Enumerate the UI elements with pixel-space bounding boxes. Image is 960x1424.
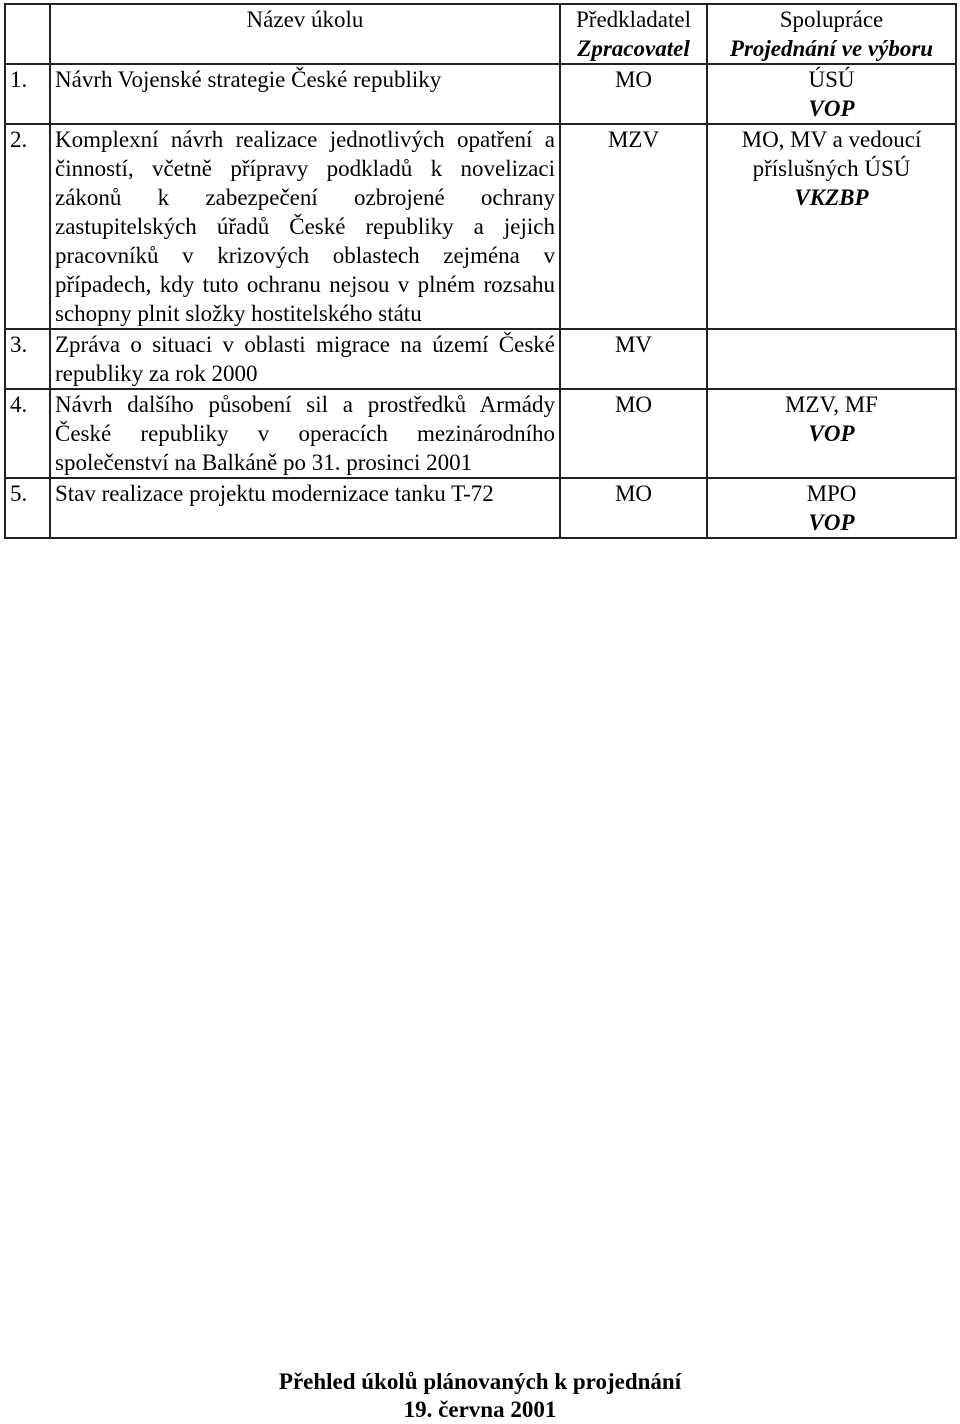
row-cooperation-text: MPO [806, 481, 857, 506]
row-number: 3. [5, 329, 50, 389]
row-cooperation [707, 329, 956, 389]
row-committee: VOP [808, 510, 855, 535]
row-cooperation [707, 124, 956, 329]
row-number: 1. [5, 64, 50, 124]
header-cooperation [707, 4, 956, 64]
table-row [5, 124, 956, 329]
row-cooperation-text: MO, MV a vedoucí příslušných ÚSÚ [741, 127, 922, 181]
row-number: 2. [5, 124, 50, 329]
table-row [5, 389, 956, 478]
row-cooperation-text: ÚSÚ [808, 67, 855, 92]
row-submitter: MO [560, 478, 707, 538]
header-processor-label: Zpracovatel [577, 36, 690, 61]
header-committee-label: Projednání ve výboru [729, 36, 934, 61]
row-submitter: MO [560, 389, 707, 478]
footer-date: 19. června 2001 [403, 1397, 557, 1422]
row-title: Stav realizace projektu modernizace tanku T-72 [50, 478, 560, 538]
header-cooperation-label: Spolupráce [779, 7, 884, 32]
row-cooperation-text: MZV, MF [785, 392, 878, 417]
header-title: Název úkolu [50, 4, 560, 64]
header-number [5, 4, 50, 64]
table-row [5, 329, 956, 389]
table-row [5, 478, 956, 538]
header-submitter [560, 4, 707, 64]
row-committee: VOP [808, 421, 855, 446]
row-committee: VKZBP [794, 185, 869, 210]
table-header-row [5, 4, 956, 64]
table-row [5, 64, 956, 124]
row-title: Návrh Vojenské strategie České republiky [50, 64, 560, 124]
row-submitter: MV [560, 329, 707, 389]
header-submitter-label: Předkladatel [576, 7, 691, 32]
row-title: Zpráva o situaci v oblasti migrace na území České republiky za rok 2000 [50, 329, 560, 389]
row-cooperation [707, 64, 956, 124]
row-committee: VOP [808, 96, 855, 121]
row-cooperation [707, 389, 956, 478]
row-title: Návrh dalšího působení sil a prostředků Armády České republiky v operacích mezinárodního společenství na Balkáně po 31. prosinci 2001 [50, 389, 560, 478]
row-submitter: MZV [560, 124, 707, 329]
row-submitter: MO [560, 64, 707, 124]
row-number: 5. [5, 478, 50, 538]
page-footer [0, 1368, 960, 1424]
row-number: 4. [5, 389, 50, 478]
row-cooperation [707, 478, 956, 538]
footer-title: Přehled úkolů plánovaných k projednání [278, 1369, 682, 1394]
row-title: Komplexní návrh realizace jednotlivých opatření a činností, včetně přípravy podkladů k novelizaci zákonů k zabezpečení ozbrojené ochrany zastupitelských úřadů České republiky a jejich pracovníků v krizových oblastech zejména v případech, kdy tuto ochranu nejsou v plném rozsahu schopny plnit složky hostitelského státu [50, 124, 560, 329]
tasks-table [4, 3, 957, 539]
